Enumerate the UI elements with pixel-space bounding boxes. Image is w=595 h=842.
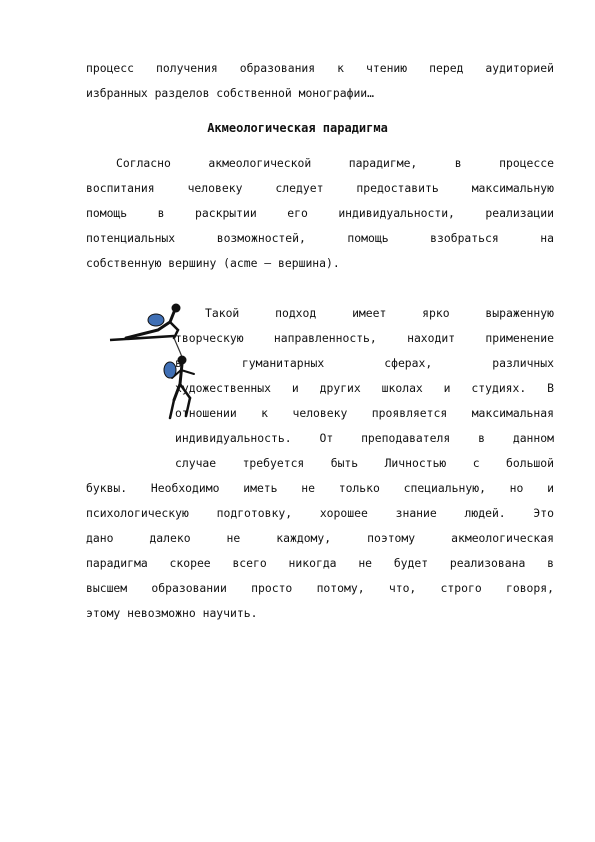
paragraph-line: высшем образовании просто потому, что, строго говоря, — [86, 581, 554, 595]
paragraph-line: помощь в раскрытии его индивидуальности, реализации — [86, 206, 554, 220]
paragraph-line: психологическую подготовку, хорошее знание людей. Это — [86, 506, 554, 520]
paragraph-line: этому невозможно научить. — [86, 606, 258, 620]
paragraph-line: художественных и других школах и студиях. В — [175, 381, 554, 395]
paragraph-line: потенциальных возможностей, помощь взобраться на — [86, 231, 554, 245]
section-heading: Акмеологическая парадигма — [207, 121, 388, 135]
paragraph-line: буквы. Необходимо иметь не только специальную, но и — [86, 481, 554, 495]
paragraph-line: воспитания человеку следует предоставить максимальную — [86, 181, 554, 195]
intro-line: процесс получения образования к чтению перед аудиторией — [86, 61, 554, 75]
paragraph-line: индивидуальность. От преподавателя в данном — [175, 431, 554, 445]
paragraph-line: Согласно акмеологической парадигме, в процессе — [116, 156, 554, 170]
paragraph-line: собственную вершину (acme – вершина). — [86, 256, 340, 270]
paragraph-line: в гуманитарных сферах, различных — [175, 356, 554, 370]
paragraph-line: творческую направленность, находит применение — [175, 331, 554, 345]
paragraph-line: отношении к человеку проявляется максимальная — [175, 406, 554, 420]
intro-line: избранных разделов собственной монографии… — [86, 86, 375, 100]
paragraph-line: парадигма скорее всего никогда не будет реализована в — [86, 556, 554, 570]
paragraph-line: дано далеко не каждому, поэтому акмеологическая — [86, 531, 554, 545]
paragraph-line: Такой подход имеет ярко выраженную — [205, 306, 554, 320]
paragraph-line: случае требуется быть Личностью с большой — [175, 456, 554, 470]
